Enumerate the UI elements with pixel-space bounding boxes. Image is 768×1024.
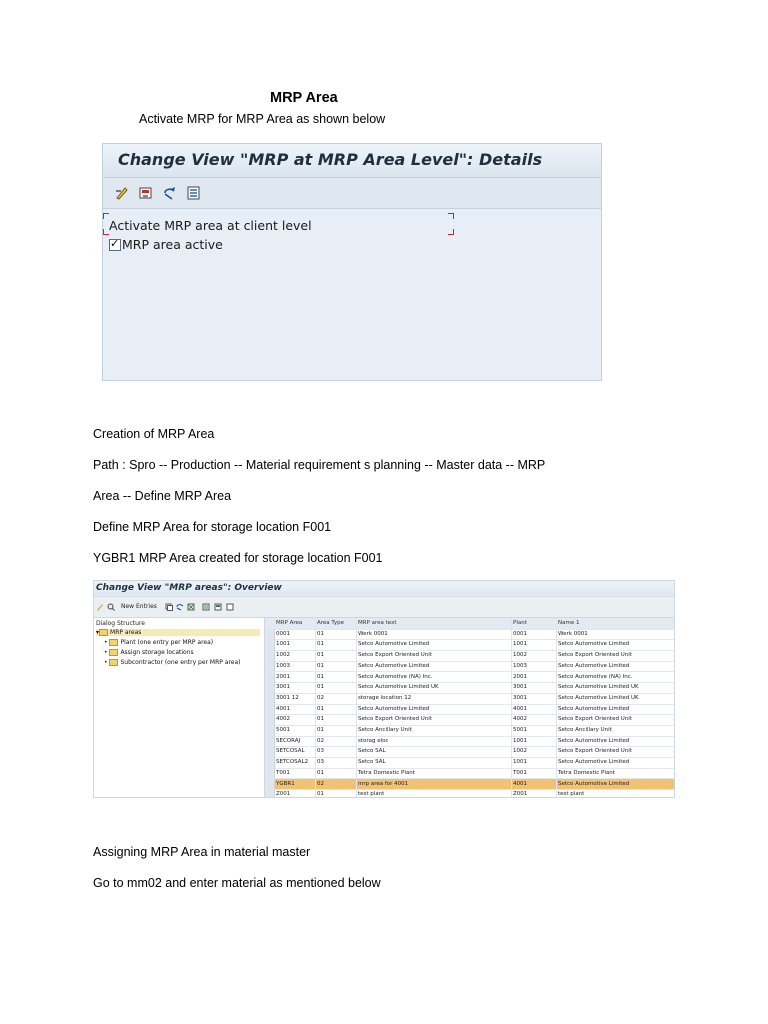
page-title: MRP Area (270, 90, 338, 106)
table-cell: 3001 12 (276, 694, 299, 701)
table-cell: 01 (317, 705, 324, 712)
table-cell: 01 (317, 652, 324, 659)
table-cell: 1001 (513, 759, 527, 766)
mrp-areas-table (265, 618, 674, 797)
table-cell: 1001 (513, 641, 527, 648)
tree-item-label: MRP areas (110, 629, 142, 636)
table-cell: 01 (317, 791, 324, 798)
table-cell: 01 (317, 684, 324, 691)
table-cell: 5001 (513, 727, 527, 733)
screen-title: Change View "MRP areas": Overview (96, 583, 282, 593)
undo-icon[interactable] (176, 603, 184, 611)
table-cell: 03 (317, 748, 324, 755)
table-cell: 1003 (276, 662, 290, 669)
row-selector[interactable] (265, 672, 275, 683)
list-icon[interactable] (187, 186, 201, 200)
column-header[interactable]: MRP area text (358, 620, 397, 626)
row-selector[interactable] (265, 736, 275, 747)
table-cell: 3001 (513, 694, 527, 701)
tree-expand-icon[interactable]: ▾ (96, 629, 100, 636)
new-entries-button[interactable]: New Entries (121, 603, 157, 610)
table-cell: Setco SAL (358, 748, 386, 755)
table-cell: Setco Automotive Limited (558, 705, 630, 712)
table-cell: Setco SAL (358, 759, 386, 766)
table-cell: test plant (558, 791, 585, 798)
select-block-icon[interactable] (214, 603, 222, 611)
bullet-icon: • (104, 649, 110, 656)
row-selector[interactable] (265, 704, 275, 715)
table-cell: SECORAJ (276, 737, 301, 744)
row-selector[interactable] (265, 714, 275, 725)
screenshot-mrp-client-level (102, 143, 602, 381)
tree-item-label: Plant (one entry per MRP area) (120, 639, 214, 646)
table-cell: 01 (317, 641, 324, 648)
table-cell: 01 (317, 716, 324, 723)
row-selector[interactable] (265, 650, 275, 661)
table-cell: 5001 (276, 727, 290, 733)
table-cell: 01 (317, 630, 324, 637)
row-selector[interactable] (265, 779, 275, 790)
dialog-structure-panel (94, 618, 265, 797)
table-cell: test plant (358, 791, 385, 798)
row-selector[interactable] (265, 746, 275, 757)
table-cell: Setco Automotive (NA) Inc. (358, 673, 433, 680)
table-cell: SETCOSAL2 (276, 759, 309, 766)
screen-body (103, 209, 601, 380)
table-cell: 02 (317, 737, 324, 744)
table-cell: 4001 (513, 705, 527, 712)
mrp-area-active-label: MRP area active (122, 237, 223, 252)
column-divider (315, 618, 316, 797)
group-label: Activate MRP area at client level (109, 218, 312, 233)
table-cell: Setco Export Oriented Unit (558, 652, 632, 659)
row-selector[interactable] (265, 789, 275, 798)
table-cell: 02 (317, 780, 324, 787)
creation-heading: Creation of MRP Area (93, 427, 215, 441)
column-header[interactable]: Name 1 (558, 620, 580, 626)
table-cell: 02 (317, 694, 324, 701)
table-row[interactable] (265, 789, 674, 798)
table-cell: Z001 (276, 791, 291, 798)
table-cell: Setco Automotive Limited UK (358, 684, 439, 691)
bullet-icon: • (104, 639, 110, 646)
table-cell: 2001 (513, 673, 527, 680)
table-cell: T001 (513, 769, 527, 776)
table-cell: Setco Automotive Limited UK (558, 684, 639, 691)
column-header[interactable]: Plant (513, 620, 527, 626)
path-line-2: Area -- Define MRP Area (93, 489, 232, 503)
screen-titlebar (103, 144, 601, 178)
table-cell: 3001 (513, 684, 527, 691)
table-cell: 01 (317, 662, 324, 669)
table-cell: 0001 (276, 630, 290, 637)
dialog-structure-header: Dialog Structure (96, 620, 145, 627)
table-cell: 1001 (513, 737, 527, 744)
column-divider (511, 618, 512, 797)
row-selector[interactable] (265, 639, 275, 650)
table-cell: 1003 (513, 662, 527, 669)
display-change-icon[interactable] (96, 603, 104, 611)
find-icon[interactable] (107, 603, 115, 611)
row-selector[interactable] (265, 768, 275, 779)
table-cell: 4002 (276, 716, 290, 723)
deselect-all-icon[interactable] (226, 603, 234, 611)
column-divider (556, 618, 557, 797)
table-cell: Setco Automotive Limited (558, 662, 630, 669)
screenshot-mrp-areas-overview (93, 580, 675, 798)
select-all-icon[interactable] (202, 603, 210, 611)
table-cell: SETCOSAL (276, 748, 305, 755)
table-cell: 4002 (513, 716, 527, 723)
table-cell: Werk 0001 (558, 630, 588, 637)
mrp-area-active-checkbox[interactable] (109, 239, 121, 251)
table-cell: Setco Export Oriented Unit (558, 748, 632, 755)
save-icon[interactable] (139, 186, 153, 200)
table-cell: 01 (317, 769, 324, 776)
screen-titlebar (94, 581, 674, 598)
row-selector[interactable] (265, 629, 275, 640)
table-cell: 1002 (276, 652, 290, 659)
tree-item-mrp-areas[interactable] (96, 629, 260, 636)
folder-icon (109, 639, 118, 646)
table-cell: Setco Ancillary Unit (558, 727, 612, 733)
row-selector[interactable] (265, 661, 275, 672)
table-cell: 3001 (276, 684, 290, 691)
table-cell: mrp area for 4001 (358, 780, 409, 787)
table-cell: Werk 0001 (358, 630, 388, 637)
assign-heading: Assigning MRP Area in material master (93, 845, 311, 859)
screen-toolbar (94, 599, 674, 618)
row-selector[interactable] (265, 693, 275, 704)
table-cell: 0001 (513, 630, 527, 637)
column-header[interactable]: MRP Area (276, 620, 303, 626)
column-header[interactable]: Area Type (317, 620, 345, 626)
table-cell: 2001 (276, 673, 290, 680)
undo-icon[interactable] (163, 186, 177, 200)
screen-title: Change View "MRP at MRP Area Level": Details (118, 150, 543, 169)
tree-item-plant[interactable] (104, 639, 213, 646)
table-cell: Z001 (513, 791, 528, 798)
column-divider (356, 618, 357, 797)
group-frame-corner (448, 213, 454, 219)
table-cell: 03 (317, 759, 324, 766)
define-line: Define MRP Area for storage location F001 (93, 520, 332, 534)
table-cell: 4001 (513, 780, 527, 787)
bullet-icon: • (104, 659, 110, 666)
table-cell: 1001 (276, 641, 290, 648)
table-cell: Tetra Domestic Plant (358, 769, 415, 776)
table-cell: Setco Automotive Limited (358, 705, 430, 712)
table-cell: Setco Automotive (NA) Inc. (558, 673, 633, 680)
tree-item-label: Subcontractor (one entry per MRP area) (120, 659, 241, 666)
screen-toolbar (103, 178, 601, 209)
table-cell: T001 (276, 769, 290, 776)
delete-icon[interactable] (187, 603, 195, 611)
display-change-icon[interactable] (115, 186, 129, 200)
table-cell: Setco Automotive Limited (558, 641, 630, 648)
goto-line: Go to mm02 and enter material as mentioned below (93, 876, 381, 890)
table-cell: Setco Export Oriented Unit (558, 716, 632, 723)
table-cell: Setco Automotive Limited (558, 737, 630, 744)
created-line: YGBR1 MRP Area created for storage location F001 (93, 551, 383, 565)
table-cell: Setco Automotive Limited (358, 641, 430, 648)
folder-icon (109, 659, 118, 666)
copy-icon[interactable] (165, 603, 173, 611)
table-cell: Setco Export Oriented Unit (358, 652, 432, 659)
table-cell: Setco Automotive Limited (558, 780, 630, 787)
table-cell: storage location 12 (358, 694, 412, 701)
intro-text: Activate MRP for MRP Area as shown below (139, 112, 386, 126)
row-selector[interactable] (265, 725, 275, 736)
table-cell: storag eloc (358, 737, 389, 744)
table-cell: 1002 (513, 652, 527, 659)
tree-item-label: Assign storage locations (120, 649, 194, 656)
table-cell: Setco Automotive Limited UK (558, 694, 639, 701)
table-cell: YGBR1 (276, 780, 295, 787)
row-selector[interactable] (265, 757, 275, 768)
table-cell: Setco Export Oriented Unit (358, 716, 432, 723)
path-line-1: Path : Spro -- Production -- Material requirement s planning -- Master data -- MRP (93, 458, 546, 472)
table-cell: Setco Automotive Limited (358, 662, 430, 669)
row-selector[interactable] (265, 682, 275, 693)
table-cell: Setco Ancillary Unit (358, 727, 412, 733)
table-cell: 4001 (276, 705, 290, 712)
tree-item-subcontractor[interactable] (104, 659, 241, 666)
folder-icon (109, 649, 118, 656)
table-cell: Setco Automotive Limited (558, 759, 630, 766)
table-cell: 1002 (513, 748, 527, 755)
table-cell: 01 (317, 727, 324, 733)
table-cell: Tetra Domestic Plant (558, 769, 615, 776)
folder-icon (99, 629, 108, 636)
group-frame-corner (448, 229, 454, 235)
tree-item-assign-storage[interactable] (104, 649, 194, 656)
table-cell: 01 (317, 673, 324, 680)
